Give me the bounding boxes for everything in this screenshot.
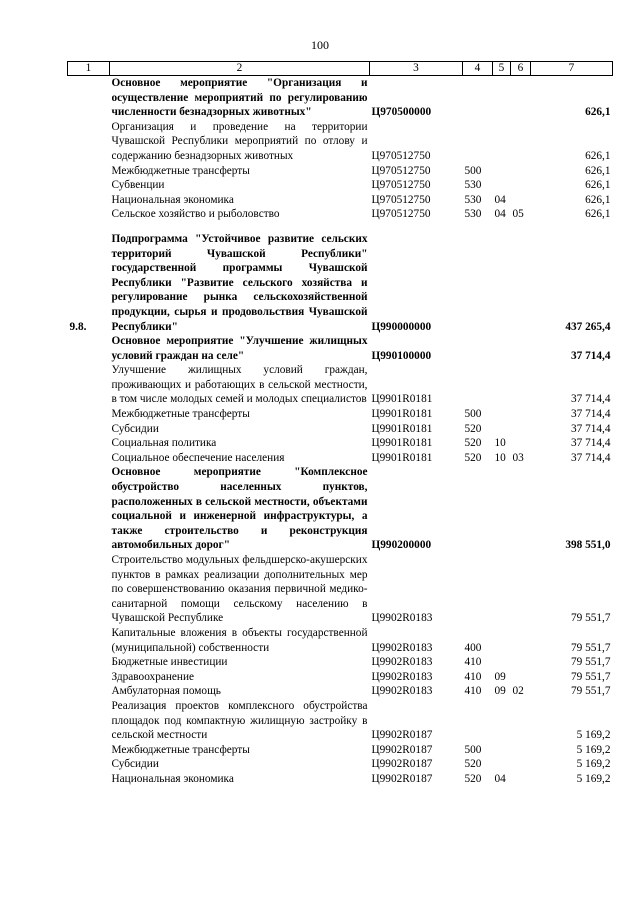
amount: 398 551,0: [565, 539, 611, 552]
table-row: [68, 553, 613, 626]
table-row: [68, 76, 613, 120]
section-code: [493, 407, 511, 422]
table-row: [68, 407, 613, 422]
item-name: Межбюджетные трансферты: [111, 743, 250, 756]
table-row: [68, 465, 613, 553]
subsection-code: [511, 120, 531, 164]
amount: 5 169,2: [576, 772, 611, 785]
expense-type-code: [463, 334, 493, 363]
subsection-code: [511, 553, 531, 626]
item-name: Реализация проектов комплексного обустройства площадок под компактную жилищную застройку в сельской местности: [111, 699, 368, 742]
subsection-code: [511, 626, 531, 655]
section-code: [493, 465, 511, 553]
subsection-code: [511, 178, 531, 193]
expense-type-code: [463, 553, 493, 626]
target-code: Ц9901R0181: [371, 437, 433, 450]
item-name: Субсидии: [111, 758, 159, 771]
item-number: [68, 193, 110, 208]
section-code: [493, 655, 511, 670]
target-code: Ц970512750: [371, 193, 431, 206]
column-header: 5: [493, 62, 511, 76]
item-number: [68, 699, 110, 743]
section-code: 10: [494, 451, 506, 464]
subsection-code: [511, 422, 531, 437]
target-code: Ц970512750: [371, 149, 431, 162]
column-header: 7: [531, 62, 613, 76]
item-name: Подпрограмма "Устойчивое развитие сельских территорий Чувашской Республики" государственной программы Чувашской Республики "Развитие сельского хозяйства и регулирование рынка сельскохозяйственной продукции, сырья и продовольствия Чувашской Республики": [111, 232, 368, 333]
expense-type-code: [463, 363, 493, 407]
amount: 626,1: [585, 179, 611, 192]
expense-type-code: 520: [464, 451, 482, 464]
item-number: [68, 422, 110, 437]
item-name: Субвенции: [111, 179, 165, 192]
item-number: [68, 436, 110, 451]
item-number: [68, 553, 110, 626]
expense-type-code: [463, 120, 493, 164]
item-name: Основное мероприятие "Организация и осуществление мероприятий по регулированию численности безнадзорных животных": [111, 77, 368, 119]
budget-table: [67, 61, 613, 787]
expense-type-code: 500: [464, 164, 482, 177]
expense-type-code: [463, 465, 493, 553]
amount: 5 169,2: [576, 758, 611, 771]
column-header: 4: [463, 62, 493, 76]
section-code: 04: [494, 772, 506, 785]
section-code: [493, 757, 511, 772]
column-header: 1: [68, 62, 110, 76]
item-number: [68, 655, 110, 670]
item-number: [68, 207, 110, 222]
section-code: [493, 363, 511, 407]
amount: 37 714,4: [570, 422, 611, 435]
subsection-code: [511, 334, 531, 363]
target-code: Ц9902R0183: [371, 685, 433, 698]
amount: 79 551,7: [570, 641, 611, 654]
expense-type-code: 530: [464, 193, 482, 206]
subsection-code: [511, 407, 531, 422]
amount: 79 551,7: [570, 685, 611, 698]
amount: 626,1: [585, 208, 611, 221]
subsection-code: [511, 232, 531, 334]
section-code: [493, 743, 511, 758]
section-code: [493, 699, 511, 743]
section-code: [493, 178, 511, 193]
table-row: [68, 334, 613, 363]
table-row: [68, 684, 613, 699]
item-name: Субсидии: [111, 422, 159, 435]
item-number: [68, 407, 110, 422]
expense-type-code: 520: [464, 422, 482, 435]
expense-type-code: [463, 232, 493, 334]
column-header: 3: [370, 62, 463, 76]
table-row: [68, 626, 613, 655]
expense-type-code: [463, 76, 493, 120]
amount: 37 714,4: [570, 349, 611, 362]
table-row: [68, 436, 613, 451]
amount: 626,1: [585, 164, 611, 177]
target-code: Ц970512750: [371, 208, 431, 221]
table-row: [68, 232, 613, 334]
target-code: Ц9902R0187: [371, 772, 433, 785]
subsection-code: 03: [512, 451, 524, 464]
target-code: Ц9901R0181: [371, 422, 433, 435]
section-code: [493, 334, 511, 363]
target-code: Ц990100000: [371, 349, 432, 362]
table-row: [68, 670, 613, 685]
column-header: 6: [511, 62, 531, 76]
target-code: Ц990000000: [371, 320, 432, 333]
target-code: Ц9902R0187: [371, 729, 433, 742]
target-code: Ц9902R0183: [371, 641, 433, 654]
item-number: [68, 451, 110, 466]
section-code: 04: [494, 208, 506, 221]
item-number: [68, 743, 110, 758]
item-name: Бюджетные инвестиции: [111, 656, 228, 669]
amount: 79 551,7: [570, 670, 611, 683]
item-name: Межбюджетные трансферты: [111, 164, 250, 177]
amount: 626,1: [585, 193, 611, 206]
spacer-row: [68, 222, 613, 232]
table-row: [68, 193, 613, 208]
section-code: 09: [494, 670, 506, 683]
column-header: 2: [110, 62, 370, 76]
item-name: Улучшение жилищных условий граждан, проживающих и работающих в сельской местности, в том числе молодых семей и молодых специалистов: [111, 364, 368, 406]
amount: 37 714,4: [570, 437, 611, 450]
amount: 37 714,4: [570, 408, 611, 421]
item-number: [68, 363, 110, 407]
subsection-code: [511, 465, 531, 553]
table-row: [68, 207, 613, 222]
table-row: [68, 699, 613, 743]
table-row: [68, 422, 613, 437]
table-header-row: [68, 62, 613, 76]
target-code: Ц9901R0181: [371, 408, 433, 421]
subsection-code: [511, 757, 531, 772]
subsection-code: [511, 670, 531, 685]
target-code: Ц9901R0181: [371, 451, 433, 464]
target-code: Ц970512750: [371, 164, 431, 177]
amount: 5 169,2: [576, 743, 611, 756]
target-code: Ц990200000: [371, 539, 432, 552]
target-code: Ц9901R0181: [371, 393, 433, 406]
item-name: Национальная экономика: [111, 193, 234, 206]
section-code: [493, 626, 511, 655]
expense-type-code: 410: [464, 685, 482, 698]
item-name: Социальная политика: [111, 437, 217, 450]
expense-type-code: 530: [464, 179, 482, 192]
table-row: [68, 120, 613, 164]
expense-type-code: 520: [464, 437, 482, 450]
subsection-code: [511, 363, 531, 407]
amount: 626,1: [585, 106, 611, 119]
item-number: [68, 757, 110, 772]
amount: 626,1: [585, 149, 611, 162]
target-code: Ц9902R0183: [371, 656, 433, 669]
table-row: [68, 164, 613, 179]
item-number: 9.8.: [69, 320, 87, 333]
section-code: 10: [494, 437, 506, 450]
subsection-code: [511, 743, 531, 758]
item-name: Строительство модульных фельдшерско-акушерских пунктов в рамках реализации дополнительных мер по совершенствованию оказания первичной медико-санитарной помощи сельскому населению в Чувашской Республике: [111, 554, 368, 625]
expense-type-code: 530: [464, 208, 482, 221]
table-row: [68, 655, 613, 670]
page-number: 100: [311, 38, 329, 52]
item-number: [68, 178, 110, 193]
target-code: Ц9902R0187: [371, 743, 433, 756]
item-name: Сельское хозяйство и рыболовство: [111, 208, 280, 221]
item-number: [68, 120, 110, 164]
table-row: [68, 178, 613, 193]
item-name: Амбулаторная помощь: [111, 685, 221, 698]
section-code: [493, 76, 511, 120]
item-number: [68, 76, 110, 120]
subsection-code: [511, 436, 531, 451]
target-code: Ц970512750: [371, 179, 431, 192]
section-code: [493, 164, 511, 179]
item-name: Социальное обеспечение населения: [111, 451, 285, 464]
section-code: [493, 120, 511, 164]
expense-type-code: 410: [464, 656, 482, 669]
table-row: [68, 451, 613, 466]
item-number: [68, 465, 110, 553]
spacer-cell: [68, 222, 613, 232]
amount: 79 551,7: [570, 612, 611, 625]
item-name: Здравоохранение: [111, 670, 195, 683]
expense-type-code: 500: [464, 743, 482, 756]
table-row: [68, 743, 613, 758]
target-code: Ц970500000: [371, 106, 432, 119]
item-name: Основное мероприятие "Улучшение жилищных условий граждан на селе": [111, 335, 368, 362]
item-name: Основное мероприятие "Комплексное обустройство населенных пунктов, расположенных в сельской местности, объектами социальной и инженерной инфраструктуры, а также строительство и реконструкция автомобильных дорог": [111, 466, 368, 552]
section-code: [493, 422, 511, 437]
item-name: Национальная экономика: [111, 772, 234, 785]
item-number: [68, 164, 110, 179]
subsection-code: 05: [512, 208, 524, 221]
table-row: [68, 363, 613, 407]
subsection-code: [511, 655, 531, 670]
amount: 37 714,4: [570, 393, 611, 406]
target-code: Ц9902R0183: [371, 670, 433, 683]
expense-type-code: 520: [464, 772, 482, 785]
item-number: [68, 772, 110, 787]
section-code: 04: [494, 193, 506, 206]
amount: 5 169,2: [576, 729, 611, 742]
amount: 37 714,4: [570, 451, 611, 464]
table-row: [68, 757, 613, 772]
subsection-code: 02: [512, 685, 524, 698]
amount: 437 265,4: [565, 320, 611, 333]
section-code: [493, 553, 511, 626]
subsection-code: [511, 76, 531, 120]
section-code: [493, 232, 511, 334]
subsection-code: [511, 193, 531, 208]
target-code: Ц9902R0187: [371, 758, 433, 771]
item-name: Организация и проведение на территории Чувашской Республики мероприятий по отлову и содержанию безнадзорных животных: [111, 120, 368, 162]
subsection-code: [511, 772, 531, 787]
target-code: Ц9902R0183: [371, 612, 433, 625]
item-number: [68, 334, 110, 363]
expense-type-code: 410: [464, 670, 482, 683]
table-row: [68, 772, 613, 787]
expense-type-code: [463, 699, 493, 743]
expense-type-code: 400: [464, 641, 482, 654]
item-number: [68, 626, 110, 655]
expense-type-code: 520: [464, 758, 482, 771]
item-number: [68, 684, 110, 699]
amount: 79 551,7: [570, 656, 611, 669]
item-name: Капитальные вложения в объекты государственной (муниципальной) собственности: [111, 626, 368, 654]
subsection-code: [511, 164, 531, 179]
item-name: Межбюджетные трансферты: [111, 408, 250, 421]
expense-type-code: 500: [464, 408, 482, 421]
subsection-code: [511, 699, 531, 743]
section-code: 09: [494, 685, 506, 698]
item-number: [68, 670, 110, 685]
